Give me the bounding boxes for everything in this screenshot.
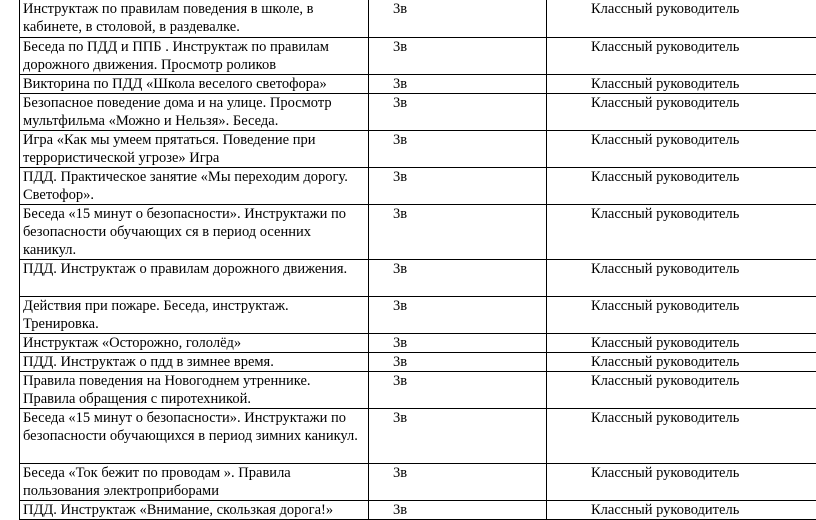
table-row xyxy=(20,333,816,352)
class-cell: 3в xyxy=(369,74,547,93)
topic-cell: ПДД. Практическое занятие «Мы переходим дорогу. Светофор». xyxy=(20,167,369,204)
responsible-cell: Классный руководитель xyxy=(547,352,816,371)
responsible-cell: Классный руководитель xyxy=(547,93,816,130)
table-row xyxy=(20,500,816,519)
table-row xyxy=(20,408,816,463)
table-row xyxy=(20,37,816,74)
class-cell: 3в xyxy=(369,408,547,463)
table-row xyxy=(20,167,816,204)
table-row xyxy=(20,352,816,371)
class-cell: 3в xyxy=(369,93,547,130)
topic-cell: ПДД. Инструктаж о правилам дорожного движения. xyxy=(20,259,369,296)
table-row xyxy=(20,204,816,259)
topic-cell: Действия при пожаре. Беседа, инструктаж. Тренировка. xyxy=(20,296,369,333)
responsible-cell: Классный руководитель xyxy=(547,204,816,259)
responsible-cell: Классный руководитель xyxy=(547,74,816,93)
table-row xyxy=(20,296,816,333)
responsible-cell: Классный руководитель xyxy=(547,463,816,500)
topic-cell: ПДД. Инструктаж «Внимание, скользкая дорога!» xyxy=(20,500,369,519)
topic-cell: Инструктаж по правилам поведения в школе, в кабинете, в столовой, в раздевалке. xyxy=(20,0,369,37)
responsible-cell: Классный руководитель xyxy=(547,371,816,408)
class-cell: 3в xyxy=(369,259,547,296)
topic-cell: Инструктаж «Осторожно, гололёд» xyxy=(20,333,369,352)
topic-cell: Беседа «Ток бежит по проводам ». Правила пользования электроприборами xyxy=(20,463,369,500)
class-cell: 3в xyxy=(369,167,547,204)
table-row xyxy=(20,0,816,37)
class-cell: 3в xyxy=(369,352,547,371)
topic-cell: ПДД. Инструктаж о пдд в зимнее время. xyxy=(20,352,369,371)
class-cell: 3в xyxy=(369,500,547,519)
topic-cell: Безопасное поведение дома и на улице. Просмотр мультфильма «Можно и Нельзя». Беседа. xyxy=(20,93,369,130)
table-row xyxy=(20,259,816,296)
topic-cell: Беседа «15 минут о безопасности». Инструктажи по безопасности обучающихся в период зимних каникул. xyxy=(20,408,369,463)
document-page xyxy=(19,0,816,520)
class-cell: 3в xyxy=(369,371,547,408)
table-row xyxy=(20,130,816,167)
topic-cell: Беседа по ПДД и ППБ . Инструктаж по правилам дорожного движения. Просмотр роликов xyxy=(20,37,369,74)
responsible-cell: Классный руководитель xyxy=(547,500,816,519)
class-cell: 3в xyxy=(369,204,547,259)
responsible-cell: Классный руководитель xyxy=(547,167,816,204)
table-body xyxy=(20,0,816,519)
table-row xyxy=(20,463,816,500)
responsible-cell: Классный руководитель xyxy=(547,130,816,167)
class-cell: 3в xyxy=(369,37,547,74)
safety-plan-table xyxy=(19,0,816,520)
topic-cell: Правила поведения на Новогоднем утреннике. Правила обращения с пиротехникой. xyxy=(20,371,369,408)
class-cell: 3в xyxy=(369,463,547,500)
table-row xyxy=(20,74,816,93)
responsible-cell: Классный руководитель xyxy=(547,259,816,296)
responsible-cell: Классный руководитель xyxy=(547,333,816,352)
topic-cell: Викторина по ПДД «Школа веселого светофора» xyxy=(20,74,369,93)
topic-cell: Игра «Как мы умеем прятаться. Поведение при террористической угрозе» Игра xyxy=(20,130,369,167)
class-cell: 3в xyxy=(369,333,547,352)
responsible-cell: Классный руководитель xyxy=(547,296,816,333)
class-cell: 3в xyxy=(369,130,547,167)
class-cell: 3в xyxy=(369,0,547,37)
table-row xyxy=(20,371,816,408)
table-row xyxy=(20,93,816,130)
responsible-cell: Классный руководитель xyxy=(547,0,816,37)
topic-cell: Беседа «15 минут о безопасности». Инструктажи по безопасности обучающих ся в период осенних каникул. xyxy=(20,204,369,259)
class-cell: 3в xyxy=(369,296,547,333)
responsible-cell: Классный руководитель xyxy=(547,408,816,463)
responsible-cell: Классный руководитель xyxy=(547,37,816,74)
